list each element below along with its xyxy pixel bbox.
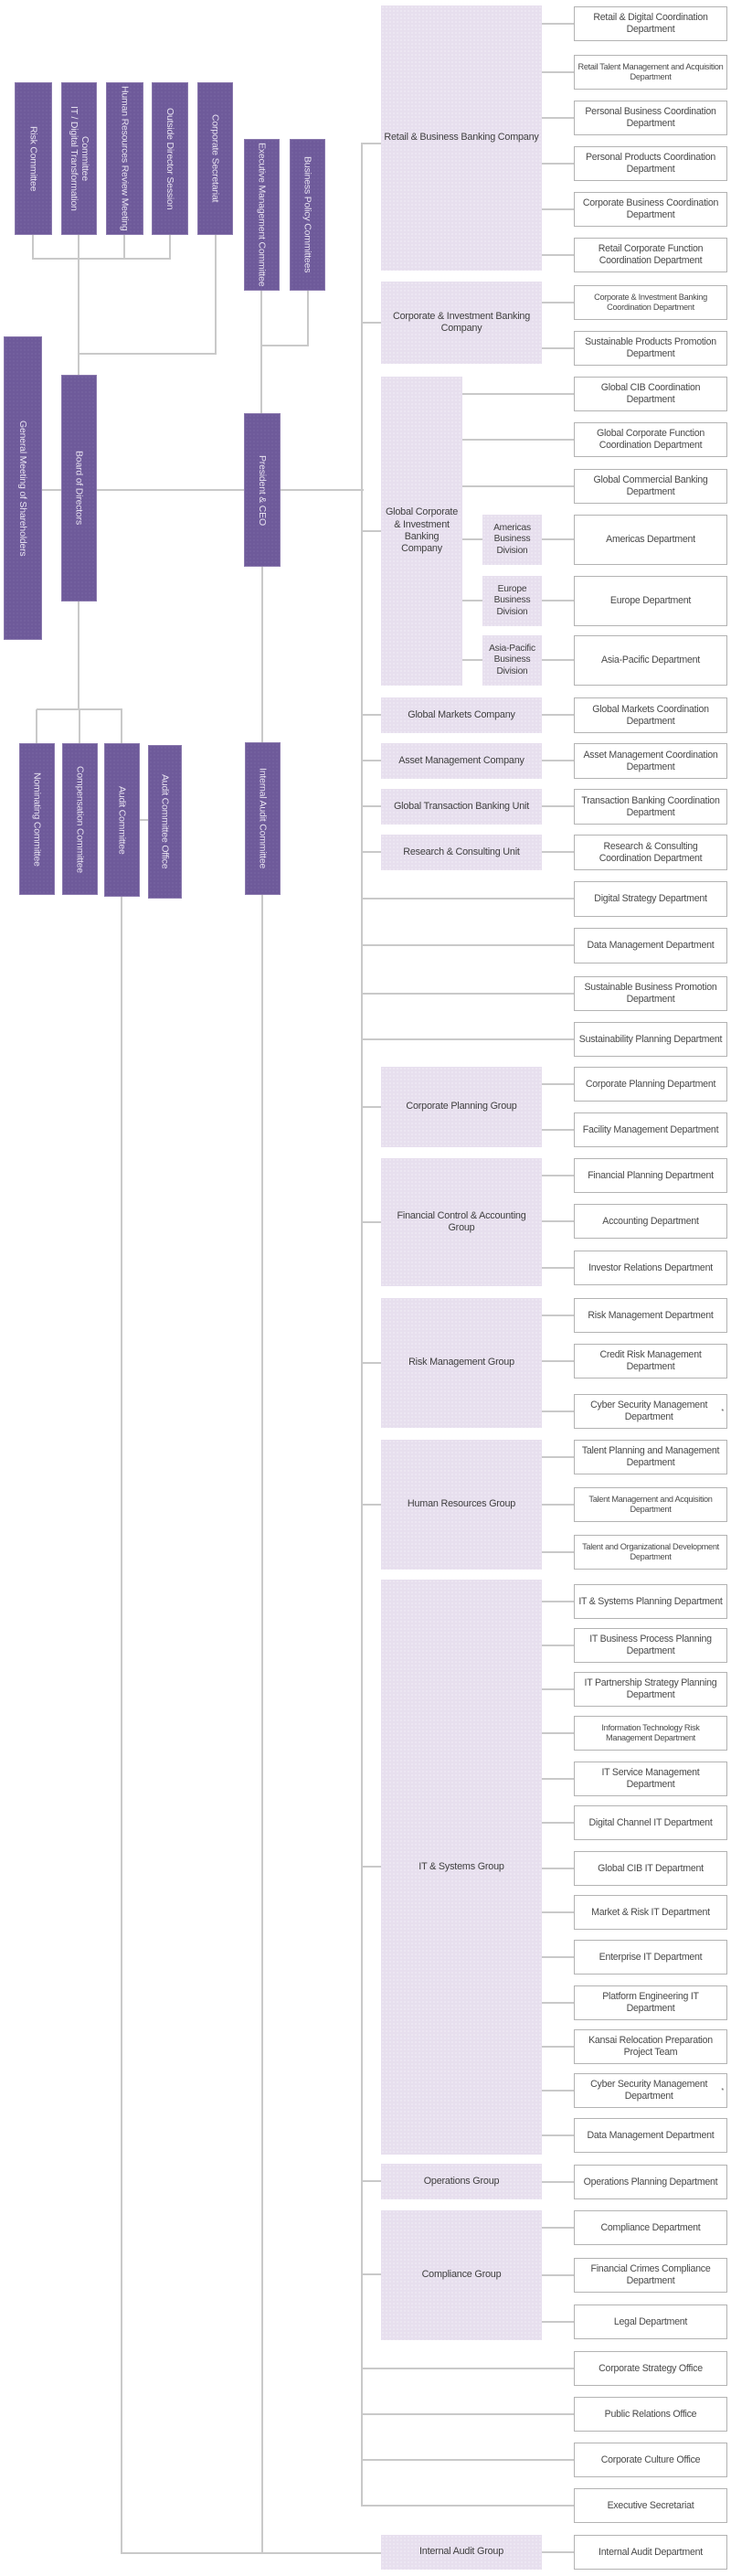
connector-line [362, 1038, 574, 1040]
node-retail-digital-coordination-department [574, 6, 727, 41]
node-board-of-directors [61, 375, 97, 601]
node-label: Accounting Department [602, 1215, 699, 1227]
connector-line [362, 143, 381, 144]
connector-line [542, 1360, 574, 1362]
node-public-relations-office [574, 2397, 727, 2432]
node-internal-audit-group [381, 2535, 542, 2570]
node-nominating-committee [19, 743, 55, 895]
node-label: Risk Committee [27, 125, 39, 192]
connector-line [462, 393, 574, 395]
connector-line [462, 659, 482, 661]
connector-line [542, 1956, 574, 1958]
node-label: Global CIB Coordination Department [600, 382, 701, 405]
node-data-management-department [574, 928, 727, 963]
node-label: Sustainability Planning Department [578, 1033, 723, 1045]
node-label: Global Commercial Banking Department [593, 474, 708, 497]
node-financial-crimes-compliance-department [574, 2258, 727, 2293]
connector-line [542, 1868, 574, 1869]
node-human-resources-group [381, 1440, 542, 1570]
connector-line [542, 851, 574, 853]
node-global-corporate-investment-banking-company [381, 377, 462, 686]
connector-line [542, 347, 574, 349]
node-retail-talent-management-and-acquisition-department [574, 55, 727, 90]
node-president-ceo [244, 413, 281, 567]
connector-line [362, 1221, 381, 1223]
node-label: Retail Corporate Function Coordination Department [598, 243, 704, 266]
node-label: Operations Group [423, 2175, 500, 2187]
node-compensation-committee [62, 743, 98, 895]
connector-line [121, 709, 122, 743]
node-cyber-security-management-department-risk: Cyber Security Management Department * [574, 1394, 727, 1429]
node-label: Corporate & Investment Banking Company [392, 310, 531, 334]
node-personal-products-coordination-department [574, 146, 727, 181]
node-label: Global Markets Company [408, 708, 515, 720]
node-sustainable-products-promotion-department [574, 331, 727, 366]
node-corporate-investment-banking-coordination-department [574, 285, 727, 320]
node-label: Personal Products Coordination Department [585, 152, 716, 175]
connector-line [542, 1175, 574, 1176]
node-label: Business Policy Committees [302, 156, 313, 273]
node-label: Talent Planning and Management Department [581, 1445, 720, 1468]
node-corporate-planning-department [574, 1067, 727, 1102]
node-compliance-department [574, 2210, 727, 2245]
node-asset-management-company [381, 743, 542, 779]
node-corporate-investment-banking-company [381, 282, 542, 364]
node-personal-business-coordination-department [574, 101, 727, 135]
node-label: IT / Digital Transformation Committee [69, 106, 91, 211]
node-label: Digital Strategy Department [594, 893, 707, 905]
node-label: IT & Systems Planning Department [578, 1595, 723, 1607]
connector-line [542, 1778, 574, 1780]
connector-line [462, 439, 574, 441]
node-operations-planning-department [574, 2165, 727, 2199]
connector-line [542, 2002, 574, 2004]
node-label: Compliance Group [421, 2269, 502, 2281]
node-americas-department [574, 515, 727, 565]
connector-line [362, 760, 381, 761]
node-label: Asset Management Company [398, 754, 524, 766]
connector-line [542, 163, 574, 165]
node-label: Data Management Department [587, 2129, 715, 2141]
node-research-consulting-unit [381, 835, 542, 870]
node-internal-audit-department [574, 2535, 727, 2570]
node-label: Asia-Pacific Business Division [489, 644, 535, 676]
node-corporate-strategy-office [574, 2351, 727, 2386]
node-label: Risk Management Department [588, 1309, 714, 1321]
connector-line [462, 600, 482, 601]
connector-line [361, 143, 363, 2507]
connector-line [542, 1551, 574, 1553]
connector-line [362, 851, 381, 853]
node-label: Legal Department [613, 2315, 688, 2327]
node-label: Retail & Business Banking Company [384, 132, 539, 144]
node-label: Enterprise IT Department [599, 1951, 703, 1963]
connector-line [542, 71, 574, 73]
node-global-transaction-banking-unit [381, 789, 542, 825]
connector-line [542, 1822, 574, 1824]
connector-line [542, 2181, 574, 2183]
node-it-service-management-department [574, 1762, 727, 1796]
node-label: Internal Audit Group [418, 2546, 504, 2558]
node-label: Asset Management Coordination Department [583, 749, 718, 772]
node-label: Corporate Planning Group [406, 1101, 517, 1112]
connector-line [542, 1315, 574, 1316]
node-it-systems-group [381, 1580, 542, 2155]
connector-line [307, 291, 309, 346]
node-outside-director-session [152, 82, 188, 235]
node-accounting-department [574, 1204, 727, 1239]
node-label: Global Corporate Function Coordination Department [597, 428, 705, 451]
node-corporate-business-coordination-department [574, 192, 727, 227]
node-label: Corporate Culture Office [600, 2454, 701, 2465]
node-label: Financial Crimes Compliance Department [590, 2263, 711, 2286]
node-it-business-process-planning-department [574, 1628, 727, 1663]
node-it-digital-transformation-committee [61, 82, 97, 235]
node-talent-management-and-acquisition-department [574, 1487, 727, 1522]
node-label: Platform Engineering IT Department [602, 1991, 699, 2014]
connector-line [78, 601, 79, 710]
node-data-management-department-it [574, 2118, 727, 2153]
node-financial-control-accounting-group [381, 1158, 542, 1286]
node-risk-management-department [574, 1298, 727, 1333]
node-label: President & CEO [257, 454, 269, 526]
node-global-markets-company [381, 697, 542, 733]
node-label: Executive Management Committee [256, 143, 268, 287]
node-label: Research & Consulting Unit [403, 846, 520, 857]
connector-line [362, 944, 574, 946]
node-label: Europe Department [609, 595, 692, 607]
connector-line [362, 1362, 381, 1364]
connector-line [121, 897, 122, 2554]
node-global-cib-coordination-department [574, 377, 727, 411]
node-label: Facility Management Department [582, 1123, 719, 1135]
node-label: Risk Management Group [408, 1357, 514, 1368]
connector-line [123, 235, 125, 260]
node-talent-and-organizational-development-department [574, 1535, 727, 1570]
node-digital-channel-it-department [574, 1805, 727, 1840]
connector-line [32, 235, 34, 260]
node-label: Research & Consulting Coordination Department [599, 840, 703, 864]
node-label: General Meeting of Shareholders [17, 420, 29, 557]
connector-line [542, 1601, 574, 1602]
connector-line [542, 2134, 574, 2136]
node-label: Cyber Security Management Department [590, 1400, 708, 1422]
node-label: Global Corporate & Investment Banking Company [385, 506, 459, 555]
node-label: Internal Audit Committee [257, 768, 269, 869]
node-label: Outside Director Session [164, 107, 176, 210]
node-corporate-culture-office [574, 2443, 727, 2477]
node-label: Corporate Strategy Office [599, 2362, 703, 2374]
node-label: Retail & Digital Coordination Department [593, 12, 708, 35]
connector-line [542, 805, 574, 807]
connector-line [362, 2505, 574, 2507]
node-internal-audit-committee [245, 742, 281, 895]
node-facility-management-department [574, 1112, 727, 1147]
node-label: Kansai Relocation Preparation Project Team [588, 2035, 713, 2058]
node-label: Executive Secretariat [607, 2499, 694, 2511]
node-label: Internal Audit Department [599, 2546, 703, 2558]
node-credit-risk-management-department [574, 1344, 727, 1378]
connector-line [542, 254, 574, 256]
connector-line [78, 235, 79, 260]
connector-line [542, 1456, 574, 1458]
connector-line [542, 1645, 574, 1646]
connector-line [542, 1410, 574, 1412]
node-label: Americas Department [606, 534, 695, 546]
node-label: IT Service Management Department [601, 1767, 700, 1790]
node-label: Corporate Secretariat [209, 114, 221, 203]
connector-line [33, 258, 170, 260]
node-label: Audit Committee [116, 785, 128, 855]
connector-line [79, 353, 216, 355]
node-talent-planning-and-management-department [574, 1440, 727, 1474]
connector-line [261, 895, 263, 2554]
node-label: IT Business Process Planning Department [589, 1634, 712, 1656]
node-global-commercial-banking-department [574, 469, 727, 504]
connector-line [78, 259, 79, 375]
connector-line [542, 1911, 574, 1913]
node-investor-relations-department [574, 1251, 727, 1285]
node-retail-corporate-function-coordination-department [574, 238, 727, 272]
node-label: Europe Business Division [493, 584, 531, 617]
node-label: Talent and Organizational Development Department [582, 1541, 719, 1561]
connector-line [542, 1220, 574, 1222]
node-sustainability-planning-department [574, 1022, 727, 1057]
node-label: Operations Planning Department [583, 2176, 718, 2187]
connector-line [79, 709, 80, 743]
connector-line [169, 235, 171, 260]
node-it-partnership-strategy-planning-department [574, 1672, 727, 1707]
node-label: Information Technology Risk Management Department [601, 1722, 700, 1742]
connector-line [542, 1732, 574, 1734]
connector-line [261, 567, 263, 742]
node-label: Sustainable Business Promotion Department [584, 982, 717, 1005]
node-label: Digital Channel IT Department [588, 1816, 713, 1828]
connector-line [542, 1688, 574, 1690]
node-human-resources-review-meeting [106, 82, 143, 235]
node-label: Market & Risk IT Department [591, 1906, 710, 1918]
connector-line [362, 1866, 381, 1868]
node-risk-management-group [381, 1298, 542, 1428]
node-label: Compliance Department [600, 2221, 701, 2233]
node-label: Asia-Pacific Department [601, 655, 700, 666]
node-kansai-relocation-preparation-project-team [574, 2029, 727, 2064]
connector-line [542, 23, 574, 25]
connector-line [362, 2459, 574, 2461]
connector-line [215, 235, 217, 355]
connector-line [362, 530, 381, 532]
node-label: Global Markets Coordination Department [592, 703, 709, 727]
connector-line [542, 2090, 574, 2092]
node-label: Nominating Committee [31, 772, 43, 867]
connector-line [362, 2368, 574, 2369]
node-information-technology-risk-management-department [574, 1716, 727, 1751]
connector-line [362, 2273, 381, 2275]
connector-line [362, 1106, 381, 1108]
connector-line [261, 345, 308, 346]
node-label: Corporate & Investment Banking Coordination Department [594, 292, 707, 312]
connector-line [362, 993, 574, 995]
connector-line [260, 291, 262, 413]
node-business-policy-committees [290, 139, 325, 291]
node-label: Financial Control & Accounting Group [397, 1209, 526, 1233]
connector-line [542, 1267, 574, 1269]
node-it-systems-planning-department [574, 1584, 727, 1619]
node-general-meeting-of-shareholders [4, 336, 42, 640]
node-label: Compensation Committee [74, 765, 86, 873]
node-label: Financial Planning Department [588, 1169, 714, 1181]
node-label: Public Relations Office [604, 2408, 697, 2420]
node-label: Sustainable Products Promotion Department [585, 336, 716, 359]
connector-line [281, 489, 364, 491]
node-cyber-security-management-department-it: Cyber Security Management Department * [574, 2073, 727, 2108]
connector-line [542, 117, 574, 119]
node-label: Investor Relations Department [588, 1261, 713, 1273]
connector-line [362, 714, 381, 716]
node-label: Transaction Banking Coordination Department [581, 794, 720, 818]
node-label: Talent Management and Acquisition Department [588, 1494, 713, 1514]
connector-line [122, 2552, 381, 2554]
connector-line [362, 2180, 381, 2182]
node-risk-committee [15, 82, 52, 235]
node-label: Corporate Business Coordination Department [582, 197, 719, 220]
node-label: IT & Systems Group [418, 1860, 504, 1872]
node-financial-planning-department [574, 1158, 727, 1193]
node-transaction-banking-coordination-department [574, 789, 727, 825]
node-audit-committee-office [148, 745, 182, 899]
node-executive-secretariat [574, 2488, 727, 2523]
connector-line [542, 714, 574, 716]
connector-line [542, 1129, 574, 1131]
connector-line [36, 709, 37, 743]
connector-line [542, 538, 574, 540]
connector-line [542, 2551, 574, 2553]
node-platform-engineering-it-department [574, 1985, 727, 2020]
connector-line [542, 2046, 574, 2048]
connector-line [542, 302, 574, 303]
node-europe-business-division [482, 576, 542, 626]
node-digital-strategy-department [574, 881, 727, 917]
connector-line [362, 898, 574, 899]
connector-line [362, 2413, 574, 2415]
connector-line [542, 600, 574, 601]
node-asia-pacific-department [574, 635, 727, 686]
node-research-consulting-coordination-department [574, 835, 727, 870]
connector-line [542, 2274, 574, 2276]
node-asset-management-coordination-department [574, 743, 727, 779]
node-label: Human Resources Group [407, 1498, 516, 1510]
node-global-markets-coordination-department [574, 697, 727, 733]
node-label: Board of Directors [73, 451, 85, 526]
connector-line [462, 538, 482, 540]
connector-line [542, 2321, 574, 2323]
connector-line [542, 760, 574, 761]
node-americas-business-division [482, 515, 542, 565]
connector-line [462, 485, 574, 487]
node-label: Retail Talent Management and Acquisition Department [577, 61, 724, 81]
node-label: Cyber Security Management Department [590, 2079, 708, 2102]
node-label: Global Transaction Banking Unit [393, 800, 530, 812]
node-label: Corporate Planning Department [585, 1078, 716, 1090]
node-europe-department [574, 576, 727, 626]
node-retail-business-banking-company [381, 5, 542, 271]
connector-line [140, 819, 148, 821]
node-asia-pacific-business-division [482, 635, 542, 686]
node-sustainable-business-promotion-department [574, 976, 727, 1011]
node-corporate-secretariat [197, 82, 233, 235]
node-enterprise-it-department [574, 1940, 727, 1975]
node-compliance-group [381, 2210, 542, 2340]
node-label: Audit Committee Office [159, 774, 171, 869]
node-audit-committee [104, 743, 140, 897]
node-label: IT Partnership Strategy Planning Department [584, 1677, 717, 1700]
connector-line [362, 322, 381, 324]
node-global-cib-it-department [574, 1851, 727, 1886]
node-global-corporate-function-coordination-department [574, 422, 727, 457]
node-label: Human Resources Review Meeting [119, 86, 131, 231]
node-operations-group [381, 2164, 542, 2199]
node-corporate-planning-group [381, 1067, 542, 1147]
node-market-risk-it-department [574, 1895, 727, 1930]
node-label: Data Management Department [587, 940, 715, 952]
connector-line [362, 1504, 381, 1506]
connector-line [362, 805, 381, 807]
node-label: Credit Risk Management Department [599, 1349, 702, 1372]
node-legal-department [574, 2305, 727, 2339]
connector-line [542, 1083, 574, 1085]
connector-line [542, 659, 574, 661]
node-label: Personal Business Coordination Department [585, 106, 716, 129]
node-label: Americas Business Division [493, 523, 531, 556]
connector-line [542, 208, 574, 210]
connector-line [542, 2227, 574, 2229]
node-executive-management-committee [244, 139, 280, 291]
node-label: Global CIB IT Department [598, 1862, 704, 1874]
connector-line [542, 1504, 574, 1506]
